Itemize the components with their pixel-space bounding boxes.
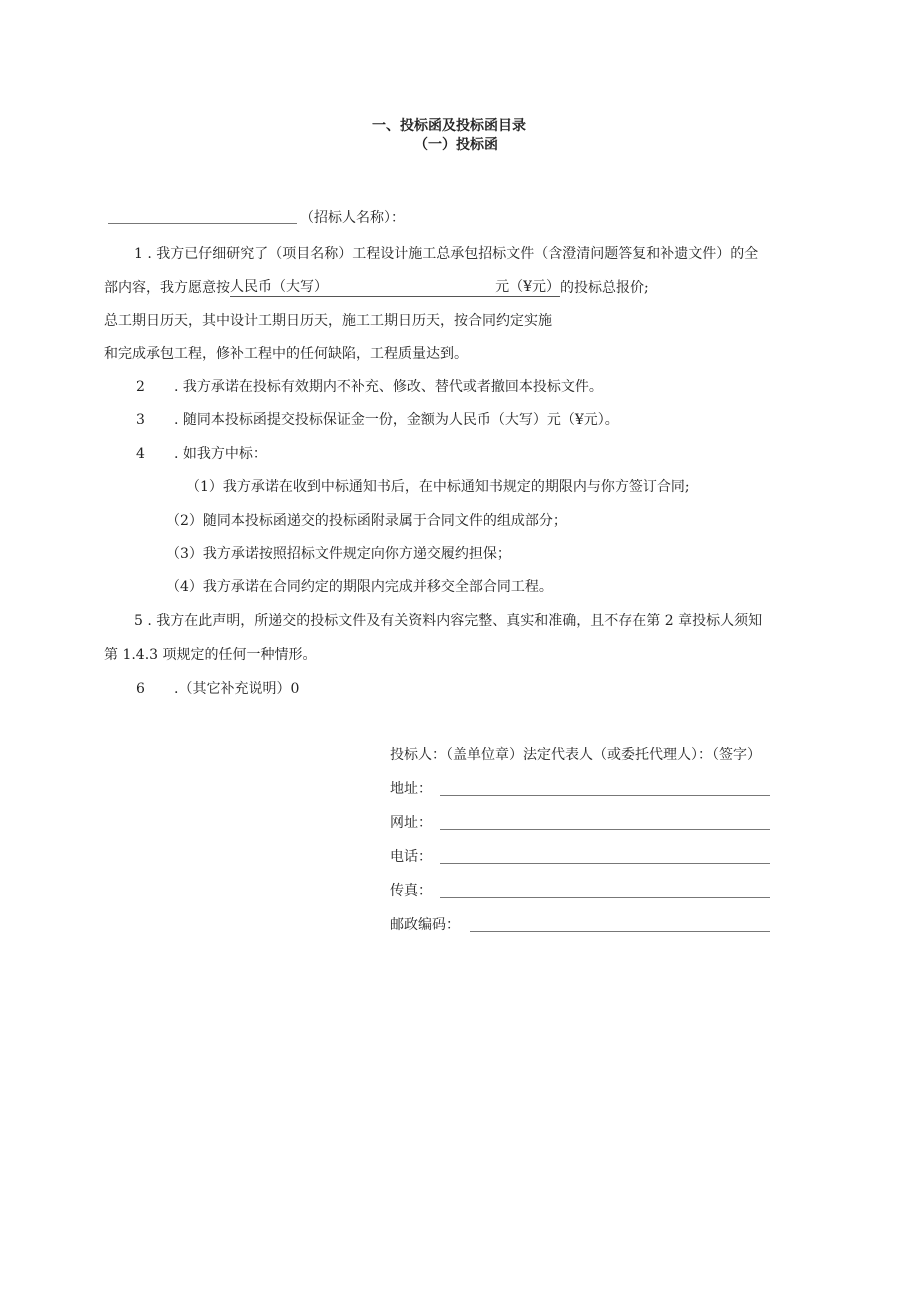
item3-number: 3 [136,412,145,428]
item2-number: 2 [136,379,145,395]
phone-blank [440,863,770,864]
item3-text: . 随同本投标函提交投标保证金一份，金额为人民币（大写）元（¥元）。 [174,412,619,428]
postal-code-blank [470,931,770,932]
total-price-prefix: 人民币（大写） [230,279,328,295]
item4-sub1: （1）我方承诺在收到中标通知书后，在中标通知书规定的期限内与你方签订合同; [186,479,690,495]
page-title: 一、投标函及投标函目录 [372,118,526,134]
item4-sub3: （3）我方承诺按照招标文件规定向你方递交履约担保； [166,546,511,562]
item5-line2: 第 1.4.3 项规定的任何一种情形。 [104,647,317,663]
item5-line1: 5 . 我方在此声明，所递交的投标文件及有关资料内容完整、真实和准确，且不存在第 2 章投标人须知 [134,613,763,629]
address-label: 地址： [390,781,432,797]
item6-number: 6 [136,681,145,697]
section-subtitle: （一）投标函 [414,137,498,153]
item4-number: 4 [136,446,145,462]
total-price-suffix: 元（¥元） [495,279,560,295]
item1-line4: 和完成承包工程，修补工程中的任何缺陷，工程质量达到。 [104,346,468,362]
website-blank [440,829,770,830]
phone-label: 电话： [390,849,432,865]
item1-line1: 1 . 我方已仔细研究了（项目名称）工程设计施工总承包招标文件（含澄清问题答复和补遗文件）的全 [134,246,759,262]
website-label: 网址： [390,815,432,831]
bidder-signature-line: 投标人：（盖单位章）法定代表人（或委托代理人）：（签字） [390,747,761,763]
recipient-name-blank [108,223,297,224]
fax-label: 传真： [390,883,432,899]
recipient-label: （招标人名称）： [300,210,405,226]
item1-line3: 总工期日历天，其中设计工期日历天，施工工期日历天，按合同约定实施 [104,313,552,329]
item4-sub2: （2）随同本投标函递交的投标函附录属于合同文件的组成部分； [166,513,567,529]
item1-line2 [104,278,649,297]
total-price-blank [230,278,560,297]
item2-text: . 我方承诺在投标有效期内不补充、修改、替代或者撤回本投标文件。 [174,379,603,395]
item6-text: .（其它补充说明）0 [174,681,300,697]
item1-line2-prefix: 部内容，我方愿意按 [104,280,230,296]
postal-code-label: 邮政编码： [390,917,460,933]
address-blank [440,795,770,796]
fax-blank [440,897,770,898]
item1-line2-suffix: 的投标总报价; [560,280,649,296]
item4-sub4: （4）我方承诺在合同约定的期限内完成并移交全部合同工程。 [166,579,553,595]
item4-text: . 如我方中标： [174,446,267,462]
